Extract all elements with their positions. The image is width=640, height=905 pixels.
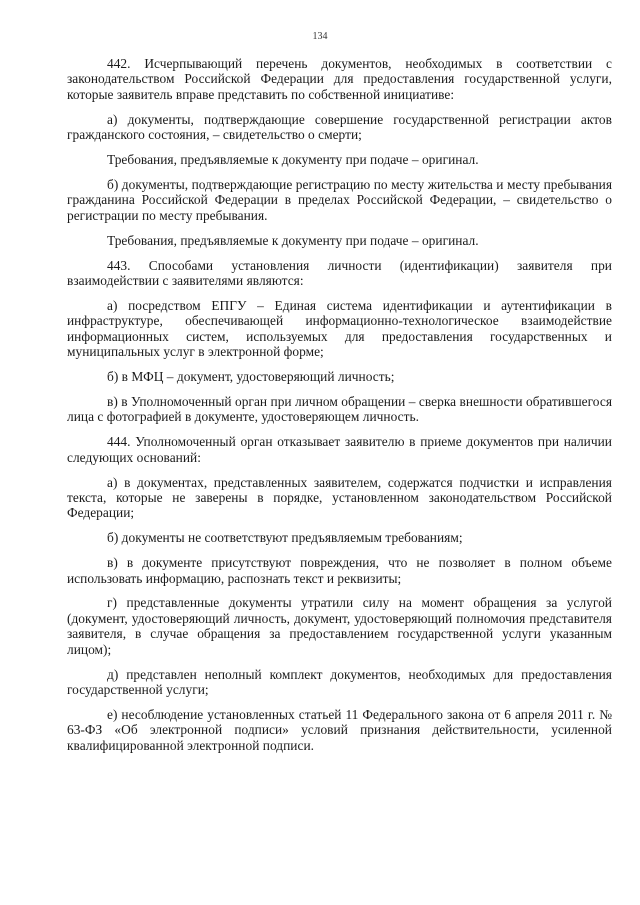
paragraph-443-b: б) в МФЦ – документ, удостоверяющий личность; bbox=[107, 369, 395, 384]
paragraph-443-v: в) в Уполномоченный орган при личном обращении – сверка внешности обратившегося лица с фотографией в документе, удостоверяющем личность. bbox=[67, 393, 612, 425]
paragraph-442-b-requirements: Требования, предъявляемые к документу при подаче – оригинал. bbox=[107, 232, 479, 248]
paragraph-442-b: б) документы, подтверждающие регистрацию по месту жительства и месту пребывания гражданина Российской Федерации в пределах Российской Федерации, – свидетельство о регистрации по месту пребывания. bbox=[67, 176, 612, 223]
paragraph-444-b: б) документы не соответствуют предъявляемым требованиям; bbox=[107, 530, 463, 546]
paragraph-444: 444. Уполномоченный орган отказывает заявителю в приеме документов при наличии следующих оснований: bbox=[67, 434, 612, 465]
paragraph-444-d: д) представлен неполный комплект документов, необходимых для предоставления государственной услуги; bbox=[67, 666, 612, 697]
document-body bbox=[67, 56, 612, 763]
paragraph-444-e: е) несоблюдение установленных статьей 11 Федерального закона от 6 апреля 2011 г. № 63-ФЗ «Об электронной подписи» условий признания действительности, усиленной квалифицированной электронной подписи. bbox=[67, 706, 612, 753]
paragraph-444-v: в) в документе присутствуют повреждения, что не позволяет в полном объеме использовать информацию, распознать текст и реквизиты; bbox=[67, 555, 612, 586]
paragraph-442-a-requirements: Требования, предъявляемые к документу при подаче – оригинал. bbox=[107, 152, 479, 168]
paragraph-442-a: а) документы, подтверждающие совершение государственной регистрации актов гражданского состояния, – свидетельство о смерти; bbox=[67, 111, 612, 143]
paragraph-443-a: а) посредством ЕПГУ – Единая система идентификации и аутентификации в инфраструктуре, обеспечивающей информационно-технологическое взаимодействие информационных систем, используемых для предоставления государственных и муниципальных услуг в электронной форме; bbox=[67, 297, 612, 360]
paragraph-442: 442. Исчерпывающий перечень документов, необходимых в соответствии с законодательством Российской Федерации для предоставления государственной услуги, которые заявитель вправе представить по собственной инициативе: bbox=[67, 56, 612, 102]
paragraph-444-g: г) представленные документы утратили силу на момент обращения за услугой (документ, удостоверяющий личность, документ, удостоверяющий полномочия представителя заявителя, в случае обращения за предоставлением государственной услуги указанным лицом); bbox=[67, 595, 612, 657]
paragraph-444-a: а) в документах, представленных заявителем, содержатся подчистки и исправления текста, которые не заверены в порядке, установленном законодательством Российской Федерации; bbox=[67, 474, 612, 521]
page-number: 134 bbox=[312, 31, 328, 42]
paragraph-443: 443. Способами установления личности (идентификации) заявителя при взаимодействии с заявителями являются: bbox=[67, 257, 612, 288]
